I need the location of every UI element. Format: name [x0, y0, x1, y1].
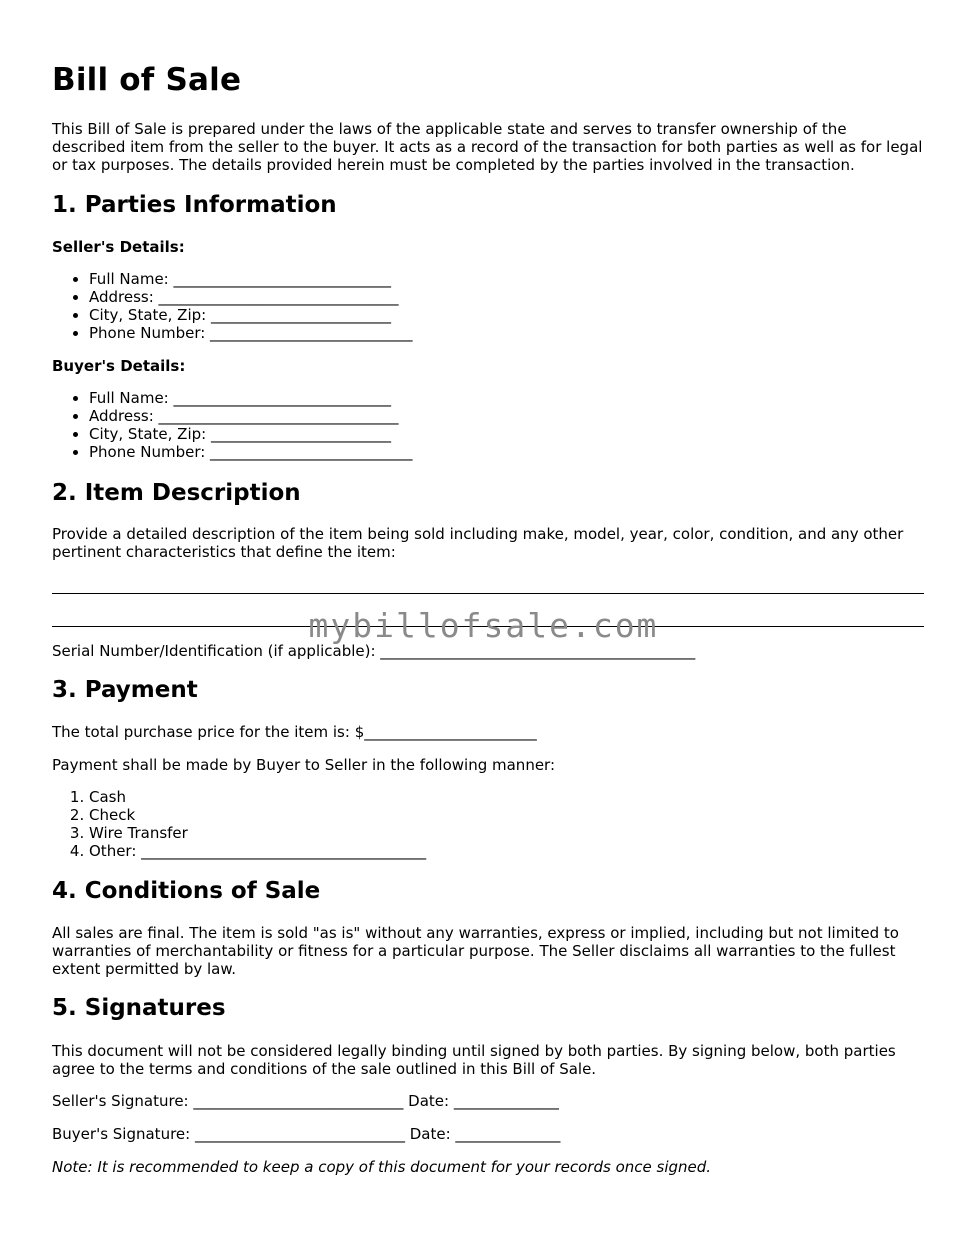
- payment-methods-list: [52, 788, 426, 860]
- signatures-text: This document will not be considered legally binding until signed by both parties. By signing below, both parties agree to the terms and conditions of the sale outlined in this Bill of Sale.: [52, 1042, 896, 1078]
- payment-method-wire-transfer: 3. Wire Transfer: [89, 824, 426, 842]
- seller-city-state-zip-field[interactable]: • City, State, Zip: ________________________: [89, 306, 413, 324]
- payment-heading: 3. Payment: [52, 677, 198, 703]
- intro-paragraph: This Bill of Sale is prepared under the laws of the applicable state and serves to transfer ownership of the described item from the seller to the buyer. It acts as a record of the transaction for both parties as well as for legal or tax purposes. The details provided herein must be completed by the parties involved in the transaction.: [52, 120, 923, 174]
- seller-signature-field[interactable]: Seller's Signature: ____________________________ Date: ______________: [52, 1092, 559, 1110]
- seller-details-heading: Seller's Details:: [52, 238, 185, 256]
- parties-heading: 1. Parties Information: [52, 192, 337, 218]
- seller-full-name-field[interactable]: • Full Name: _____________________________: [89, 270, 413, 288]
- seller-phone-field[interactable]: • Phone Number: ___________________________: [89, 324, 413, 342]
- seller-details-list: [52, 270, 413, 342]
- payment-method-cash: 1. Cash: [89, 788, 426, 806]
- payment-method-other-field[interactable]: 4. Other: ______________________________________: [89, 842, 426, 860]
- item-description-instructions: Provide a detailed description of the item being sold including make, model, year, color, condition, and any other pertinent characteristics that define the item:: [52, 525, 904, 561]
- buyer-details-list: [52, 389, 413, 461]
- buyer-address-field[interactable]: • Address: ________________________________: [89, 407, 413, 425]
- seller-address-field[interactable]: • Address: ________________________________: [89, 288, 413, 306]
- item-description-heading: 2. Item Description: [52, 480, 301, 506]
- serial-number-field[interactable]: Serial Number/Identification (if applicable): __________________________________________: [52, 642, 696, 660]
- conditions-heading: 4. Conditions of Sale: [52, 878, 321, 904]
- conditions-text: All sales are final. The item is sold "as is" without any warranties, express or implied, including but not limited to warranties of merchantability or fitness for a particular purpose. The Seller disclaims all warranties to the fullest extent permitted by law.: [52, 924, 899, 978]
- watermark: mybillofsale.com: [308, 606, 659, 645]
- payment-manner-text: Payment shall be made by Buyer to Seller in the following manner:: [52, 756, 556, 774]
- buyer-full-name-field[interactable]: • Full Name: _____________________________: [89, 389, 413, 407]
- item-description-line-1[interactable]: [52, 593, 924, 594]
- buyer-details-heading: Buyer's Details:: [52, 357, 186, 375]
- signatures-heading: 5. Signatures: [52, 995, 226, 1021]
- payment-method-check: 2. Check: [89, 806, 426, 824]
- buyer-city-state-zip-field[interactable]: • City, State, Zip: ________________________: [89, 425, 413, 443]
- records-note: Note: It is recommended to keep a copy of this document for your records once signed.: [52, 1158, 712, 1176]
- buyer-phone-field[interactable]: • Phone Number: ___________________________: [89, 443, 413, 461]
- purchase-price-field[interactable]: The total purchase price for the item is: $_______________________: [52, 723, 537, 741]
- page-title: Bill of Sale: [52, 62, 242, 98]
- buyer-signature-field[interactable]: Buyer's Signature: ____________________________ Date: ______________: [52, 1125, 561, 1143]
